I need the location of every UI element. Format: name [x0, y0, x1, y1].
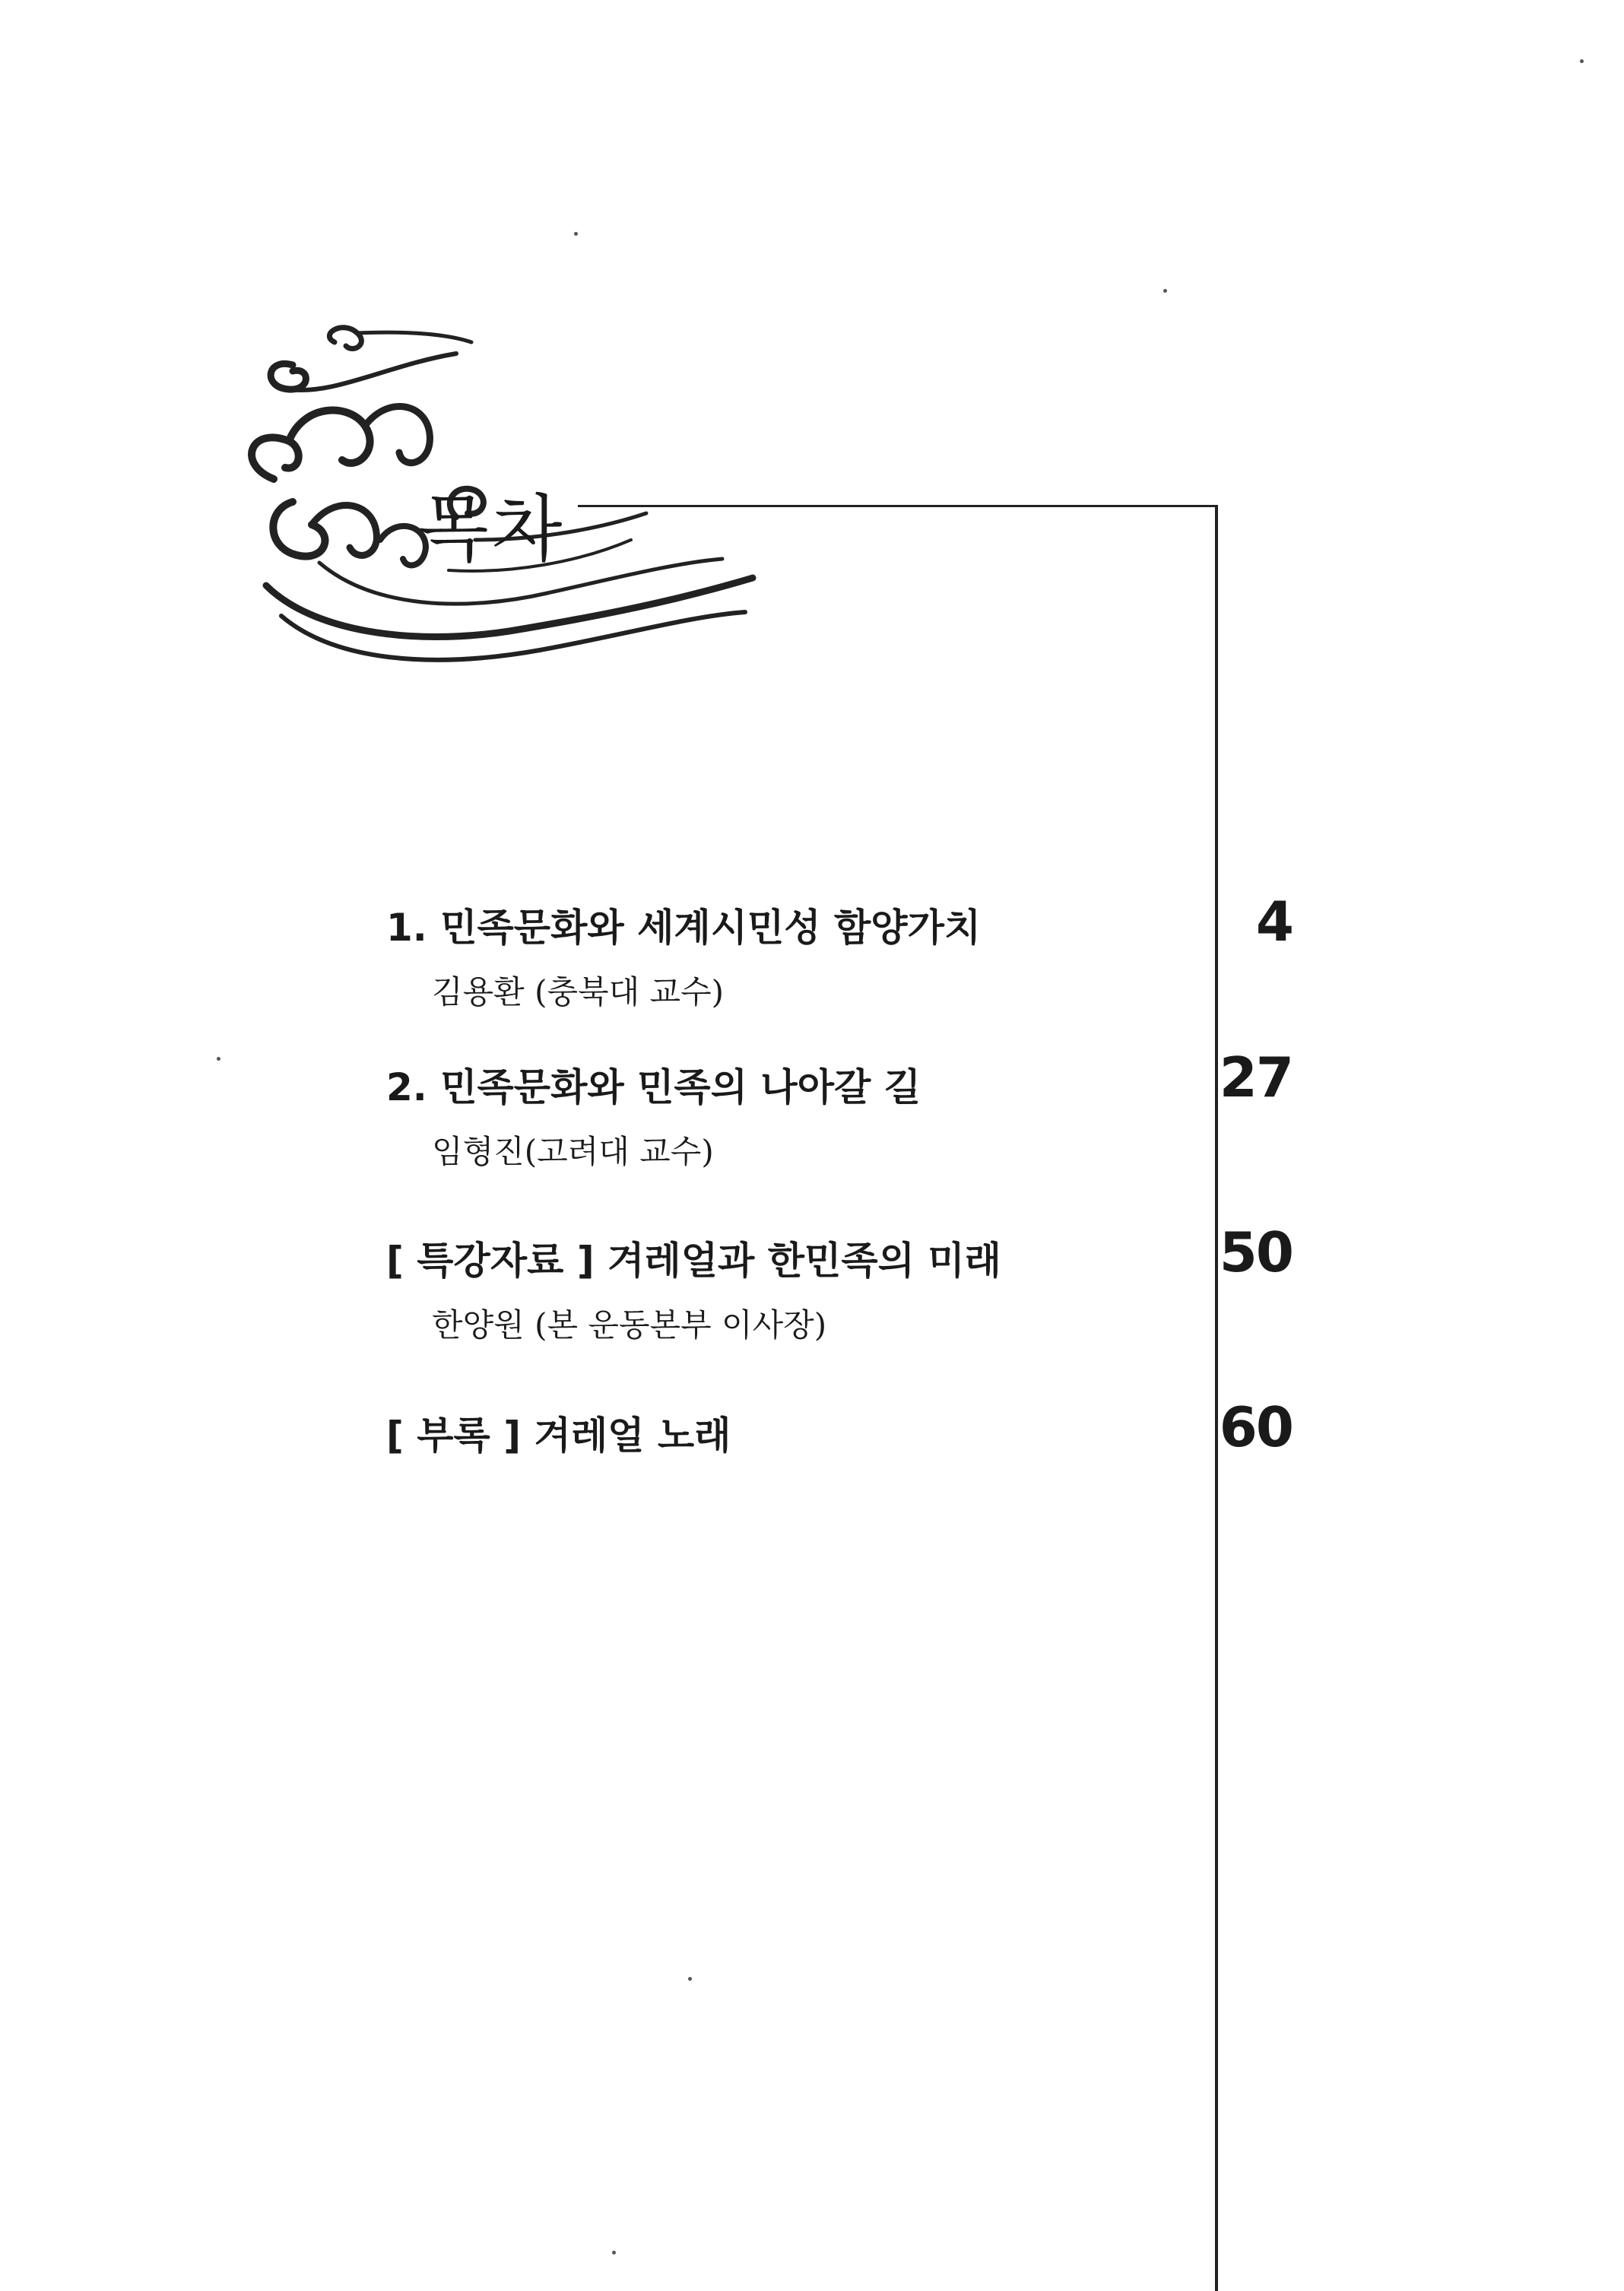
scan-speck — [217, 1057, 220, 1061]
toc-entry-author: 김용환 (충북대 교수) — [432, 973, 725, 1011]
toc-entry-title: 2. 민족문화와 민족의 나아갈 길 — [386, 1065, 921, 1109]
toc-page-number: 60 — [1219, 1395, 1293, 1459]
toc-entry-author: 임형진(고려대 교수) — [432, 1133, 714, 1170]
toc-page-number: 27 — [1219, 1046, 1293, 1109]
toc-entry-title: [ 부록 ] 겨레얼 노래 — [386, 1414, 731, 1458]
toc-entry[interactable] — [386, 897, 1375, 1013]
toc-page-number: 4 — [1255, 890, 1293, 954]
toc-entry-author: 한양원 (본 운동본부 이사장) — [432, 1306, 827, 1344]
toc-page-number: 50 — [1219, 1220, 1293, 1284]
scan-speck — [574, 232, 578, 236]
scan-speck — [612, 2251, 616, 2255]
scan-speck — [1580, 59, 1584, 63]
page-rule-vertical — [1215, 505, 1218, 2291]
page-title: 목차 — [418, 487, 566, 572]
scan-speck — [688, 1977, 692, 1981]
scan-speck — [1163, 289, 1167, 293]
toc-entry-title: 1. 민족문화와 세계시민성 함양가치 — [386, 906, 982, 950]
title-rule-horizontal — [578, 505, 1218, 507]
toc-entry-title: [ 특강자료 ] 겨레얼과 한민족의 미래 — [386, 1239, 1001, 1283]
